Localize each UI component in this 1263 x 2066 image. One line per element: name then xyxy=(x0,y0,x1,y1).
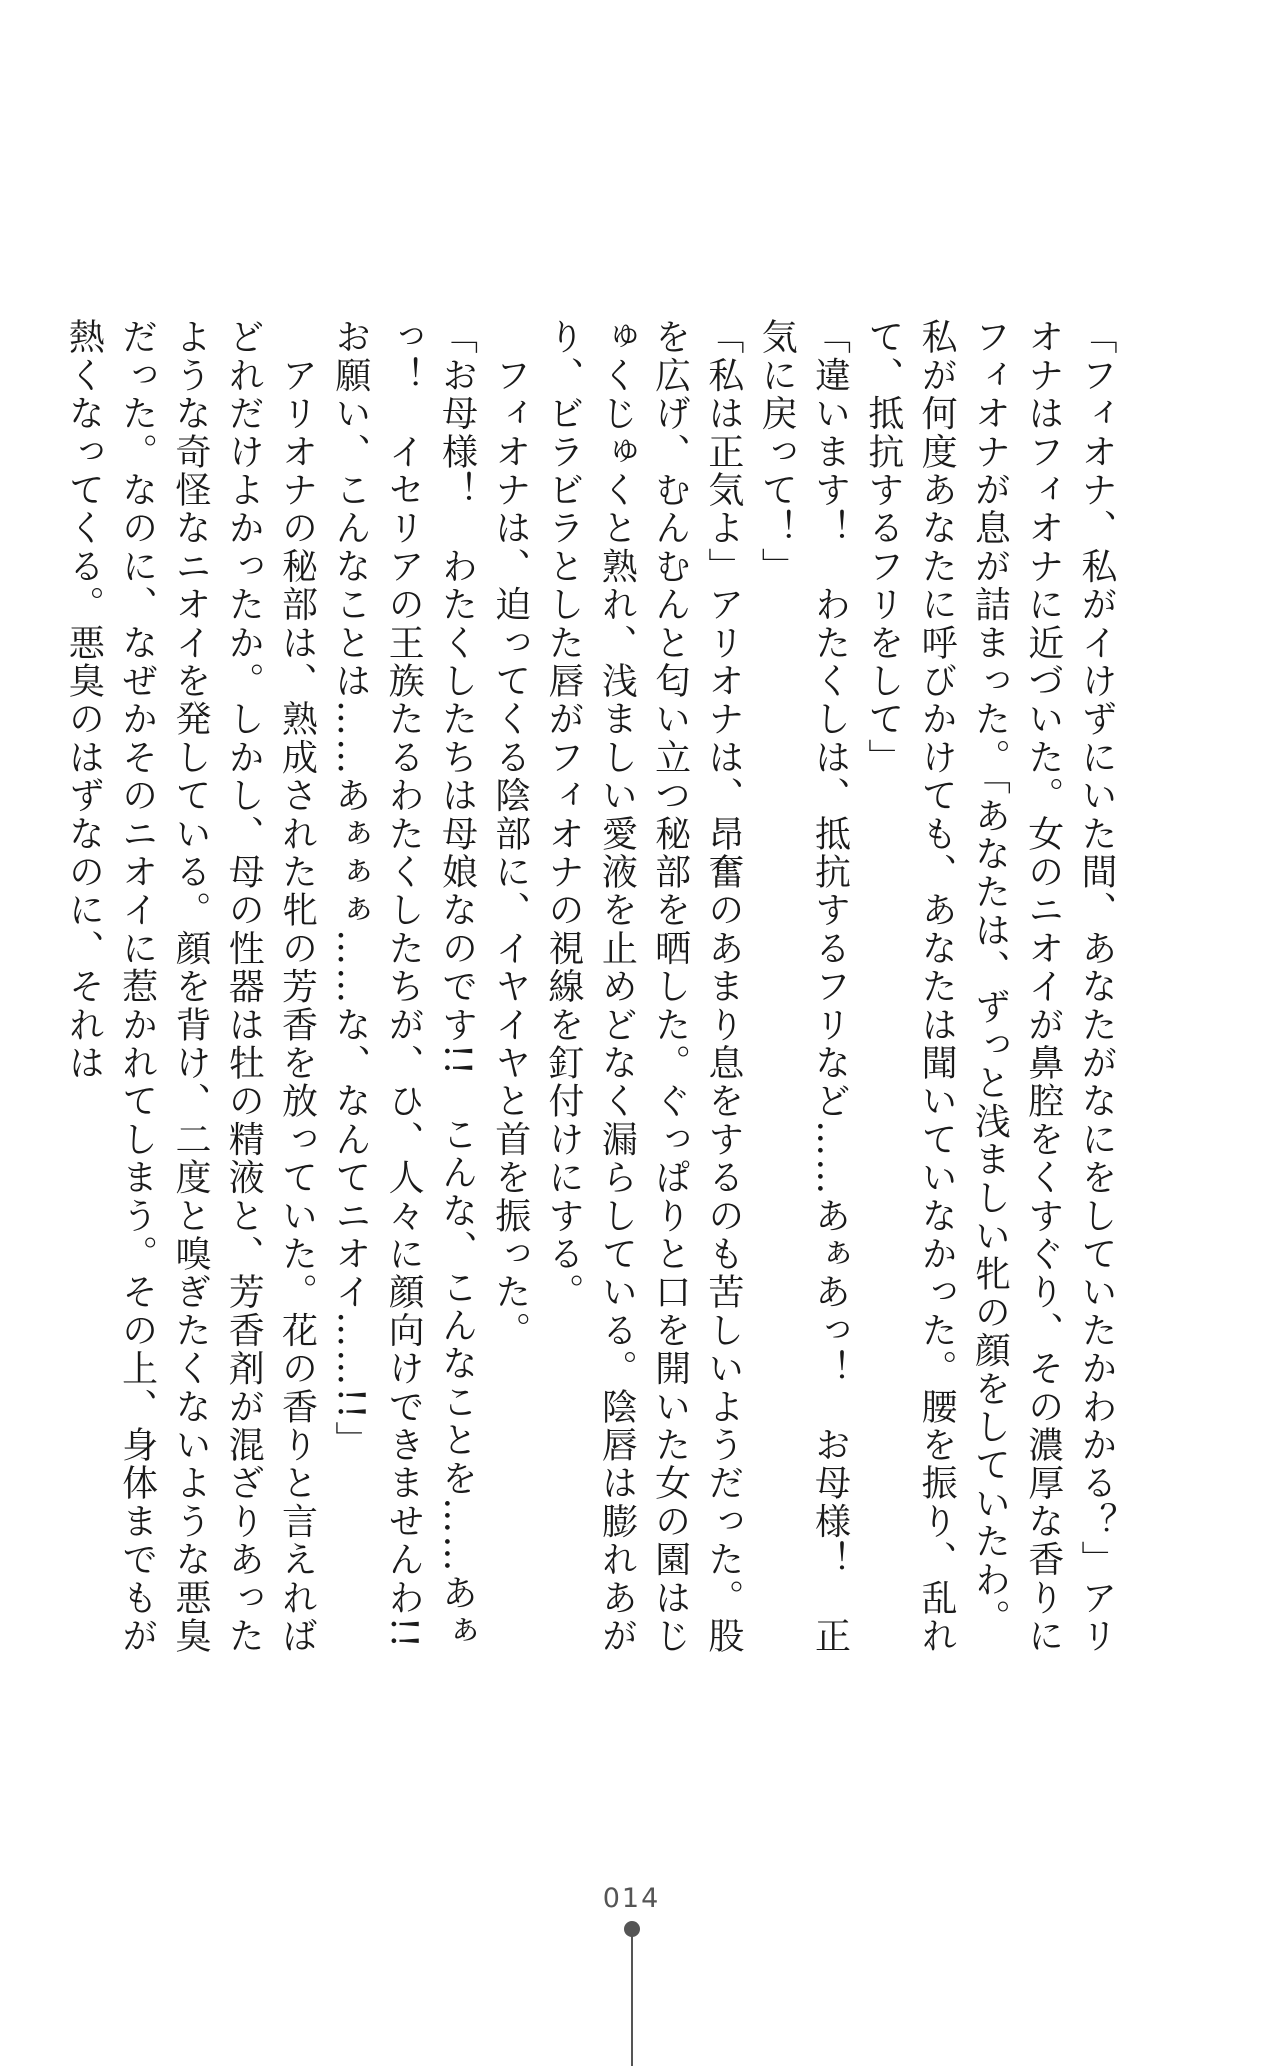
paragraph-4: フィオナは、迫ってくる陰部に、イヤイヤと首を振った。 xyxy=(489,318,531,1350)
paragraph-6: アリオナの秘部は、熟成された牝の芳香を放っていた。花の香りと言えればどれだけよかったか。しかし、母の性器は牡の精液と、芳香剤が混ざりあったような奇怪なニオイを発している。顔を背け、二度と嗅ぎたくないような悪臭だった。なのに、なぜかそのニオイに惹かれてしまう。その上、身体までもが熱くなってくる。悪臭のはずなのに、それは xyxy=(63,318,318,1655)
folio-marker-icon xyxy=(624,1921,640,2066)
body-text xyxy=(63,318,1123,1689)
paragraph-1: 「フィオナ、私がイけずにいた間、あなたがなにをしていたかわかる？」アリオナはフィオナに近づいた。女のニオイが鼻腔をくすぐり、その濃厚な香りにフィオナが息が詰まった。「あなたは、ずっと浅ましい牝の顔をしていたわ。私が何度あなたに呼びかけても、あなたは聞いていなかった。腰を振り、乱れて、抵抗するフリをして」 xyxy=(862,318,1117,1655)
folio-line xyxy=(631,1935,633,2066)
paragraph-3: 「私は正気よ」アリオナは、昂奮のあまり息をするのも苦しいようだった。股を広げ、むんむんと匂い立つ秘部を晒した。ぐっぱりと口を開いた女の園はじゅくじゅくと熟れ、浅ましい愛液を止めどなく漏らしている。陰唇は膨れあがり、ビラビラとした唇がフィオナの視線を釘付けにする。 xyxy=(543,318,744,1655)
paragraph-5: 「お母様！ わたくしたちは母娘なのです!! こんな、こんなことを……あぁっ！ イセリアの王族たるわたくしたちが、ひ、人々に顔向けできませんわ!! お願い、こんなことは……あぁぁぁ……な、なんてニオイ……!!」 xyxy=(329,318,478,1689)
paragraph-2: 「違います！ わたくしは、抵抗するフリなど……あぁあっ！ お母様！ 正気に戻って！」 xyxy=(756,318,851,1655)
page-number: 014 xyxy=(602,1883,661,1914)
